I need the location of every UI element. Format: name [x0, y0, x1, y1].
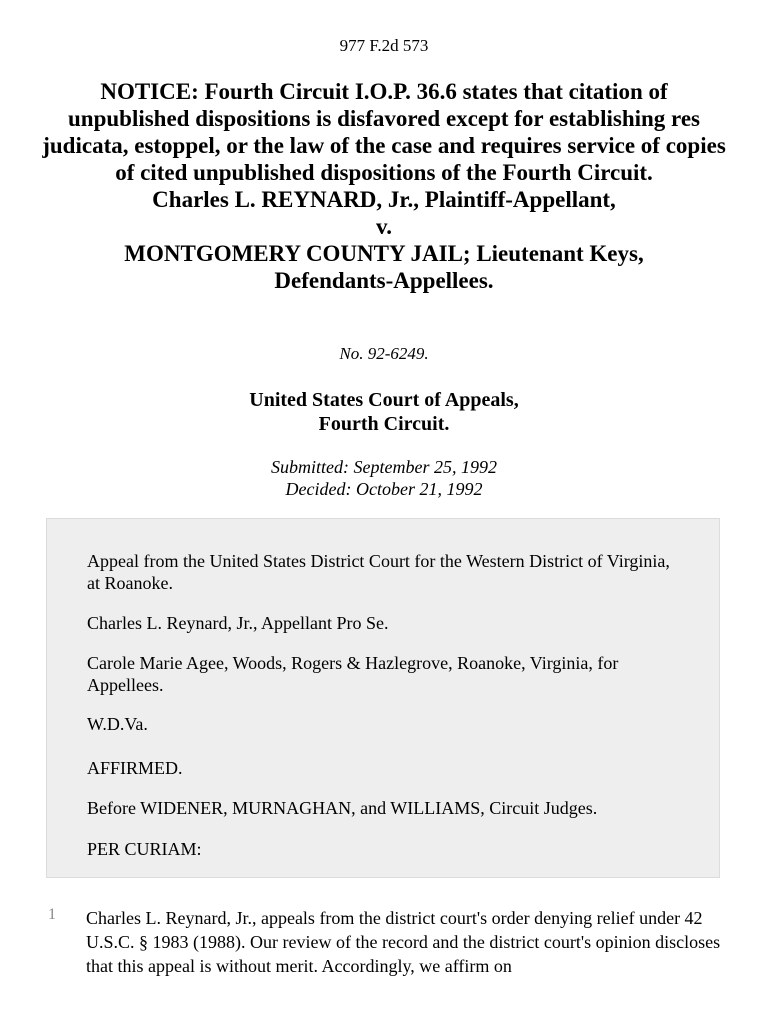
case-title: [40, 78, 728, 294]
appellant-counsel-text: Charles L. Reynard, Jr., Appellant Pro Se.: [87, 613, 389, 633]
disposition-text: AFFIRMED.: [87, 758, 183, 778]
submitted-date: Submitted: September 25, 1992: [271, 457, 497, 477]
case-dates: [0, 456, 768, 500]
appellee-counsel-text: Carole Marie Agee, Woods, Rogers & Hazlegrove, Roanoke, Virginia, for Appellees.: [87, 653, 619, 695]
panel-text: Before WIDENER, MURNAGHAN, and WILLIAMS, Circuit Judges.: [87, 798, 598, 818]
versus-text: v.: [376, 214, 392, 239]
lower-court-text: W.D.Va.: [87, 714, 148, 734]
plaintiff-name: Charles L. REYNARD, Jr., Plaintiff-Appellant,: [152, 187, 616, 212]
paragraph-number: 1: [48, 906, 56, 923]
citation: 977 F.2d 573: [339, 36, 429, 55]
notice-text: NOTICE: Fourth Circuit I.O.P. 36.6 states that citation of unpublished dispositions is disfavored except for establishing res judicata, estoppel, or the law of the case and requires service of copies of cited unpublished dispositions of the Fourth Circuit.: [42, 79, 726, 185]
court-name: [0, 388, 768, 436]
court-name-line: United States Court of Appeals,: [249, 389, 519, 411]
docket-number: No. 92-6249.: [339, 344, 429, 363]
decided-date: Decided: October 21, 1992: [285, 479, 483, 499]
case-summary-box: [46, 518, 720, 878]
per-curiam-text: PER CURIAM:: [87, 839, 202, 859]
court-circuit-line: Fourth Circuit.: [318, 413, 450, 435]
opinion-paragraph: Charles L. Reynard, Jr., appeals from the district court's order denying relief under 42 U.S.C. § 1983 (1988). Our review of the record and the district court's opinion discloses that this appeal is without merit. Accordingly, we affirm on: [86, 908, 721, 976]
appeal-from-text: Appeal from the United States District Court for the Western District of Virginia, at Roanoke.: [87, 551, 670, 593]
defendants-role: Defendants-Appellees.: [274, 268, 494, 293]
defendants-names: MONTGOMERY COUNTY JAIL; Lieutenant Keys,: [124, 241, 644, 266]
